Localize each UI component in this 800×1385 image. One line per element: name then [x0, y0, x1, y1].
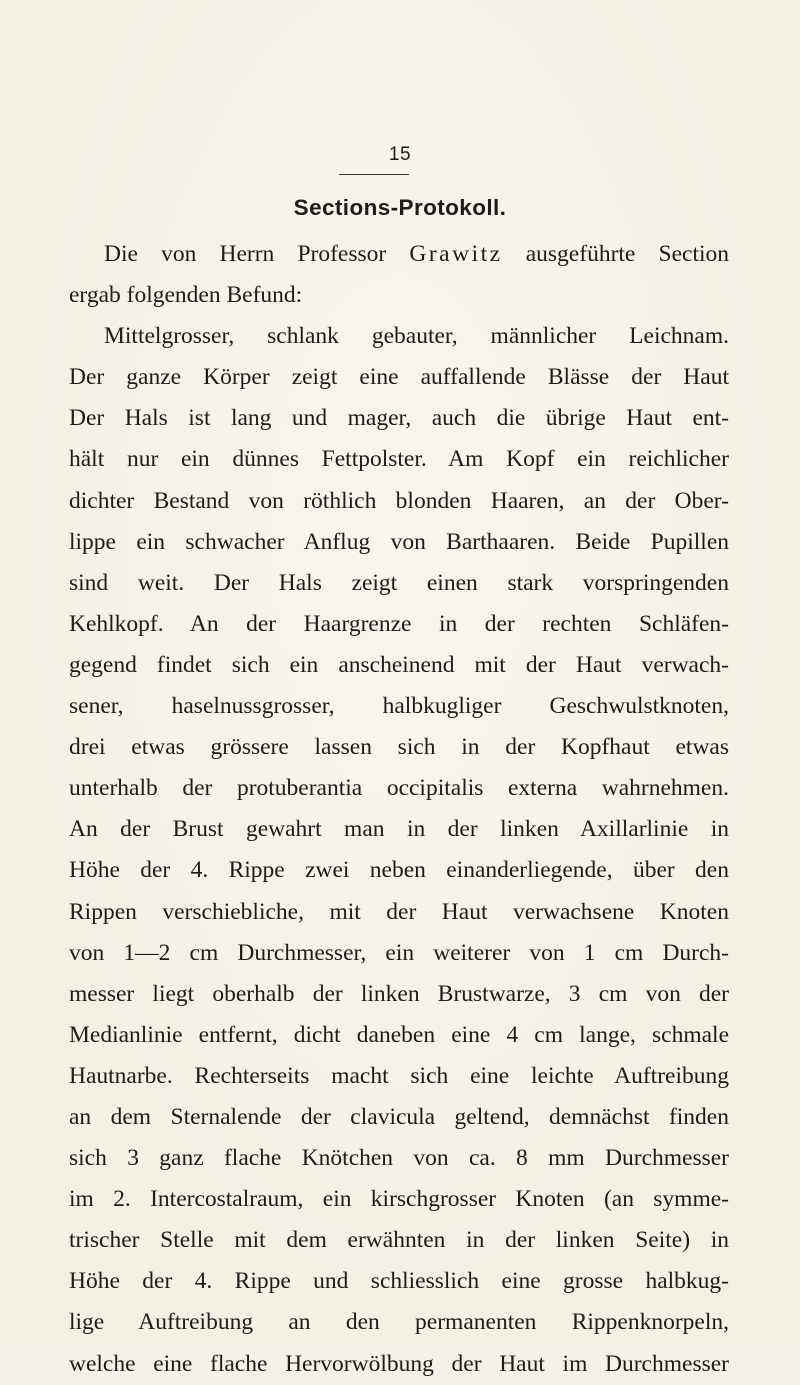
text-line: ergab folgenden Befund: [69, 282, 303, 309]
text-line: an dem Sternalende der clavicula geltend, demnächst finden [69, 1103, 729, 1130]
text-line: lige Auftreibung an den permanenten Rippenknorpeln, [69, 1309, 729, 1336]
text-line: von 1—2 cm Durchmesser, ein weiterer von 1 cm Durch- [69, 939, 729, 966]
text-line: welche eine flache Hervorwölbung der Haut im Durchmesser [69, 1350, 729, 1377]
text-line: drei etwas grössere lassen sich in der Kopfhaut etwas [69, 734, 729, 761]
text-line: unterhalb der protuberantia occipitalis externa wahrnehmen. [69, 775, 729, 802]
text-line: im 2. Intercostalraum, ein kirschgrosser Knoten (an symme- [69, 1186, 729, 1213]
text-line: sener, haselnussgrosser, halbkugliger Geschwulstknoten, [69, 693, 729, 720]
text-line: Mittelgrosser, schlank gebauter, männlicher Leichnam. [104, 323, 729, 350]
text-line: messer liegt oberhalb der linken Brustwarze, 3 cm von der [69, 980, 729, 1007]
text-line: trischer Stelle mit dem erwähnten in der linken Seite) in [69, 1227, 729, 1254]
text-line: Die von Herrn Professor Grawitz ausgeführte Section [104, 241, 729, 267]
text-line: An der Brust gewahrt man in der linken Axillarlinie in [69, 816, 729, 843]
page-number: 15 [388, 144, 412, 165]
section-heading: Sections-Protokoll. [293, 195, 507, 220]
header-rule [339, 174, 409, 175]
text-line: dichter Bestand von röthlich blonden Haaren, an der Ober- [69, 487, 729, 514]
text-line: gegend findet sich ein anscheinend mit der Haut verwach- [69, 651, 729, 678]
text-line: sich 3 ganz flache Knötchen von ca. 8 mm Durchmesser [69, 1145, 729, 1172]
text-line: sind weit. Der Hals zeigt einen stark vorspringenden [69, 569, 729, 596]
text-line: Der ganze Körper zeigt eine auffallende Blässe der Haut [69, 364, 729, 391]
body-text [69, 234, 729, 1385]
spaced-surname: Grawitz [409, 241, 503, 267]
text-line: Höhe der 4. Rippe zwei neben einanderliegende, über den [69, 857, 729, 884]
text-line: Rippen verschiebliche, mit der Haut verwachsene Knoten [69, 898, 729, 925]
text-line: Hautnarbe. Rechterseits macht sich eine leichte Auftreibung [69, 1062, 729, 1089]
text-line: Der Hals ist lang und mager, auch die übrige Haut ent- [69, 405, 729, 432]
text-line: Kehlkopf. An der Haargrenze in der rechten Schläfen- [69, 610, 729, 637]
text-line: Höhe der 4. Rippe und schliesslich eine grosse halbkug- [69, 1268, 729, 1295]
text-line: lippe ein schwacher Anflug von Barthaaren. Beide Pupillen [69, 528, 729, 555]
text-line: hält nur ein dünnes Fettpolster. Am Kopf ein reichlicher [69, 446, 729, 473]
text-line: Medianlinie entfernt, dicht daneben eine 4 cm lange, schmale [69, 1021, 729, 1048]
